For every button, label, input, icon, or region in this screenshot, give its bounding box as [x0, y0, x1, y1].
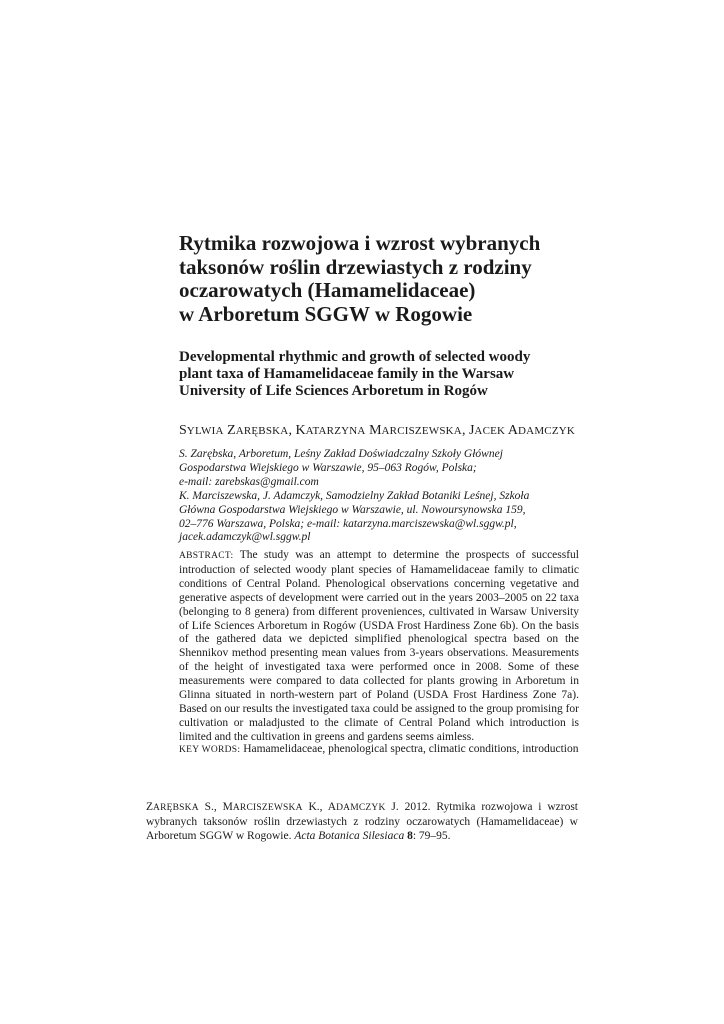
citation-pages: : 79–95. — [412, 830, 451, 843]
affiliation-line: Gospodarstwa Wiejskiego w Warszawie, 95–063 Rogów, Polska; — [179, 461, 477, 474]
title-english — [179, 349, 579, 400]
author-list: SYLWIA ZARĘBSKA, KATARZYNA MARCISZEWSKA, JACEK ADAMCZYK — [179, 423, 576, 438]
title-english-line: Developmental rhythmic and growth of selected woody — [179, 349, 531, 365]
title-english-line: University of Life Sciences Arboretum in Rogów — [179, 383, 488, 399]
affiliation-line: jacek.adamczyk@wl.sggw.pl — [179, 531, 311, 544]
title-polish-line: oczarowatych (Hamamelidaceae) — [179, 278, 476, 302]
title-english-line: plant taxa of Hamamelidaceae family in the Warsaw — [179, 366, 515, 382]
author-3: JACEK ADAMCZYK — [468, 423, 576, 438]
citation: ZARĘBSKA S., MARCISZEWSKA K., ADAMCZYK J. 2012. Rytmika rozwojowa i wzrost wybranych taksonów roślin drzewiastych z rodziny oczarowatych (Hamamelidaceae) w Arboretum SGGW w Rogowie. Acta Botanica Silesiaca 8: 79–95. — [146, 801, 578, 843]
title-polish — [179, 232, 579, 326]
author-1: SYLWIA ZARĘBSKA — [179, 423, 289, 438]
abstract — [179, 549, 579, 745]
title-polish-line: Rytmika rozwojowa i wzrost wybranych — [179, 231, 541, 255]
affiliation-line: Główna Gospodarstwa Wiejskiego w Warszawie, ul. Nowoursynowska 159, — [179, 503, 526, 516]
author-affiliations — [179, 448, 579, 545]
author-2: KATARZYNA MARCISZEWSKA — [295, 423, 462, 438]
affiliation-line: e-mail: zarebskas@gmail.com — [179, 475, 319, 488]
keywords — [179, 743, 589, 758]
affiliation-line: S. Zarębska, Arboretum, Leśny Zakład Doświadczalny Szkoły Głównej — [179, 448, 503, 460]
affiliation-line: K. Marciszewska, J. Adamczyk, Samodzielny Zakład Botaniki Leśnej, Szkoła — [179, 489, 530, 502]
keywords-label: KEY WORDS: — [179, 745, 241, 755]
citation-title: Rytmika rozwojowa i wzrost wybranych taksonów roślin drzewiastych z rodziny oczarowatych (Hamamelidaceae) w Arboretum SGGW w Rogowie. — [146, 801, 578, 843]
abstract-label: ABSTRACT: — [179, 551, 234, 561]
keywords-text: Hamamelidaceae, phenological spectra, climatic conditions, introduction — [243, 743, 579, 755]
affiliation-line: 02–776 Warszawa, Polska; e-mail: katarzyna.marciszewska@wl.sggw.pl, — [179, 517, 517, 530]
abstract-text: The study was an attempt to determine the prospects of successful introduction of selected woody plant species of Hamamelidaceae family to climatic conditions of Central Poland. Phenological observations concerning vegetative and generative aspects of development were carried out in the years 2003–2005 on 22 taxa (belonging to 8 genera) from different proveniences, cultivated in Warsaw University of Life Sciences Arboretum in Rogów (USDA Frost Hardiness Zone 6b). On the basis of the gathered data we depicted simplified phenological spectra based on the Shennikov method presenting mean values from 3-years observations. Measurements of the height of investigated taxa were performed once in 2008. Some of these measurements were compared to data collected for plants growing in Arboretum in Glinna situated in north-western part of Poland (USDA Frost Hardiness Zone 7a). Based on our results the investigated taxa could be assigned to the group promising for cultivation or maladjusted to the climate of Central Poland which introduction is limited and the cultivation in greens and gardens seems aimless. — [179, 549, 579, 743]
title-polish-line: w Arboretum SGGW w Rogowie — [179, 301, 473, 326]
citation-journal: Acta Botanica Silesiaca — [294, 830, 405, 843]
title-polish-line: taksonów roślin drzewiastych z rodziny — [179, 254, 532, 279]
citation-volume: 8 — [407, 830, 413, 843]
